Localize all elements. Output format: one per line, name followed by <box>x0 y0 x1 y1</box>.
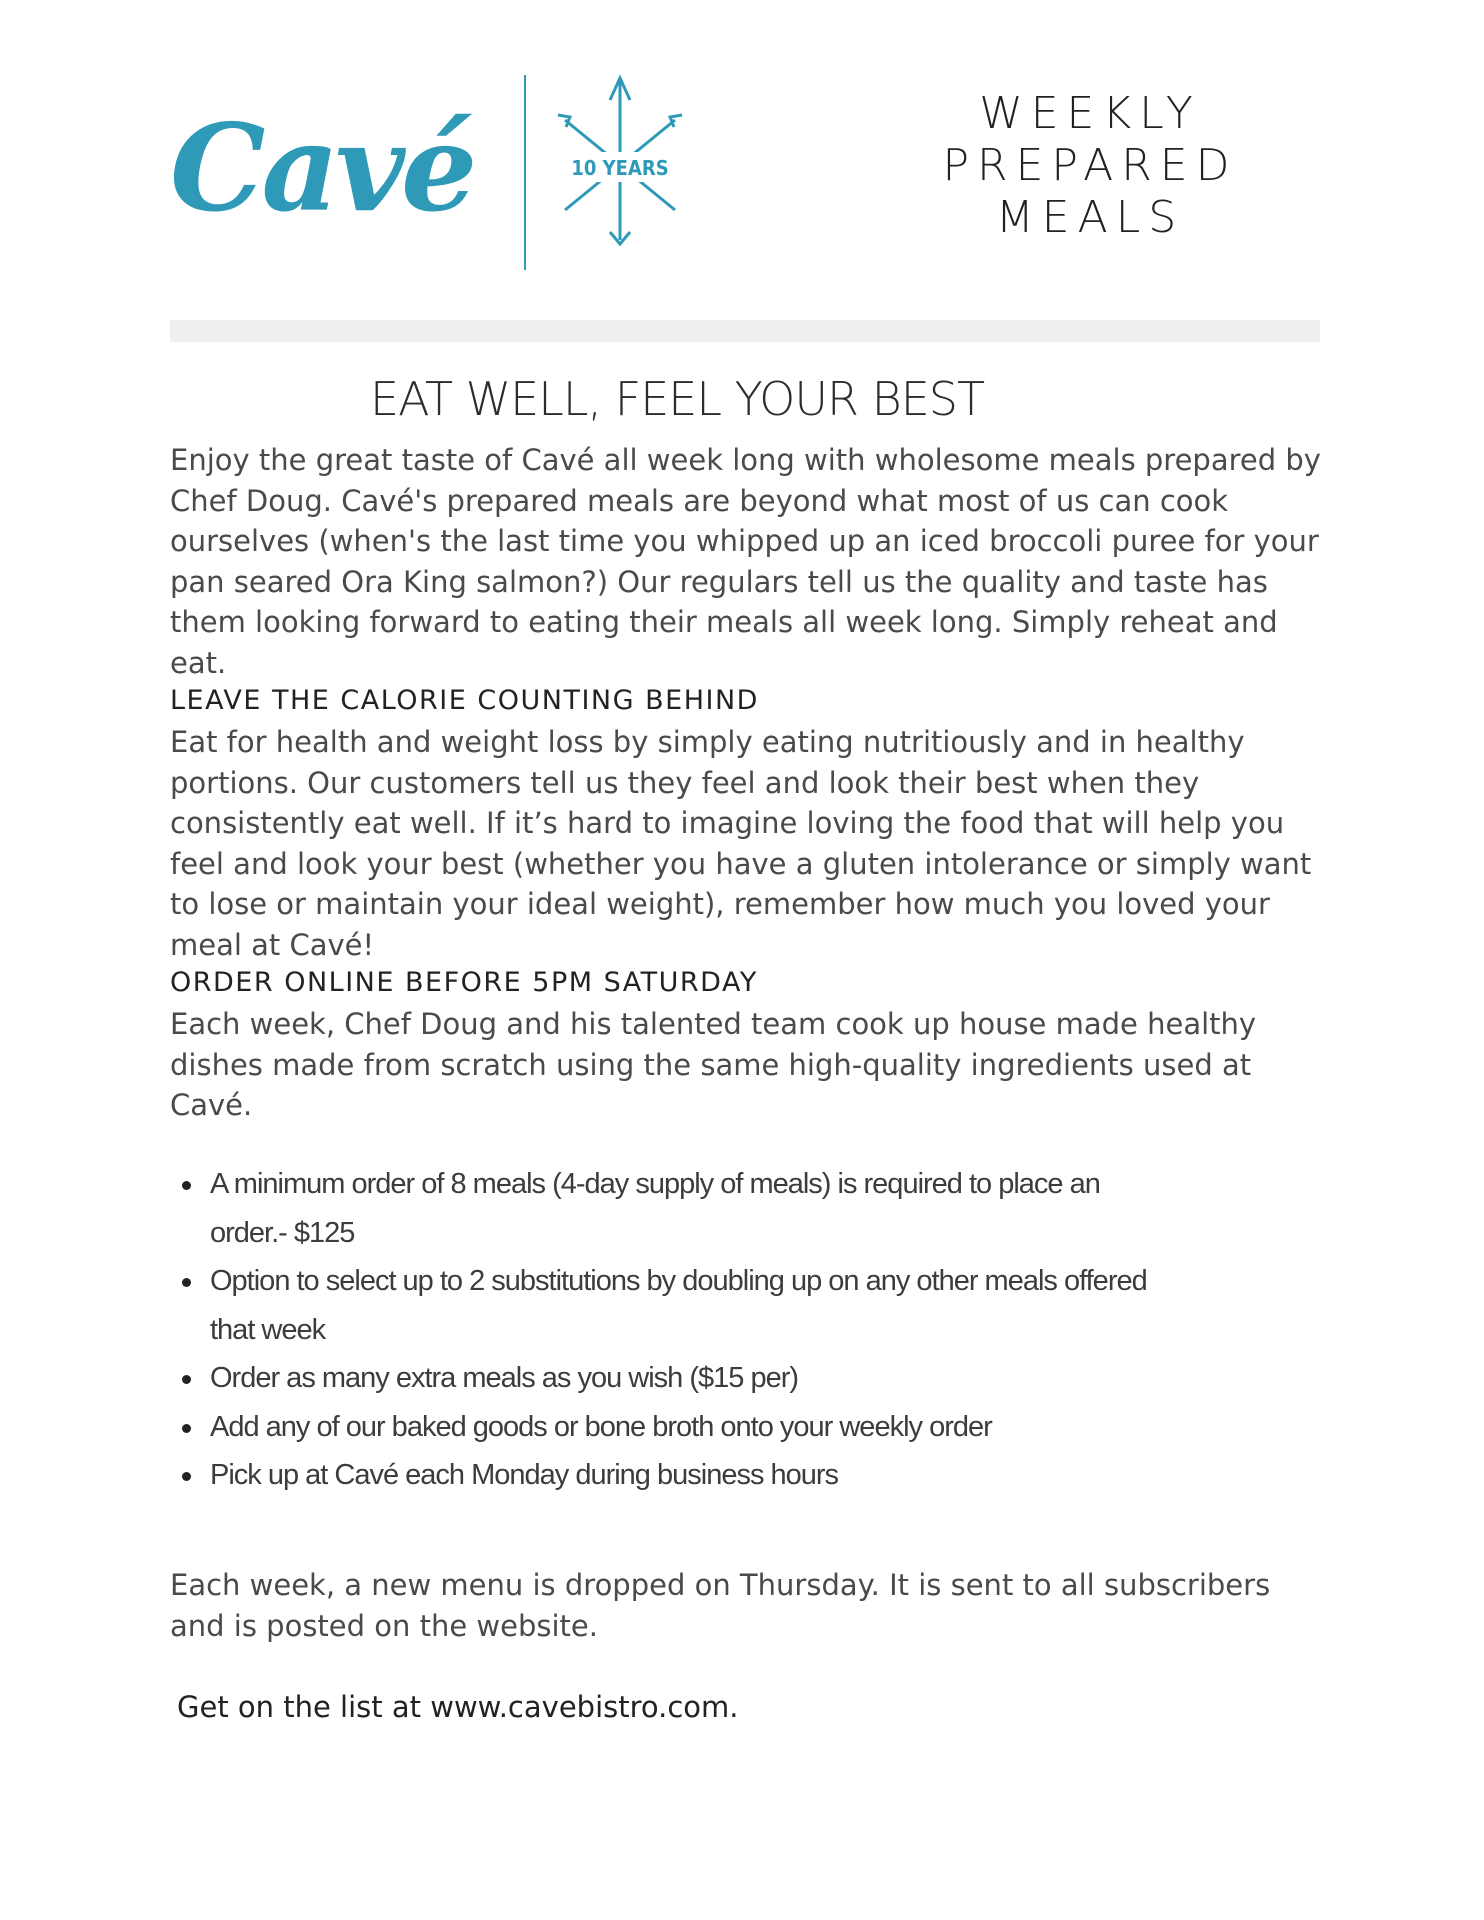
order-details-list <box>180 1160 1180 1500</box>
calorie-section-body: Eat for health and weight loss by simply eating nutritiously and in healthy portions. Our customers tell us they feel and look their best when they consistently eat well. If it’s hard to imagine loving the food that will help you feel and look your best (whether you have a gluten intolerance or simply want to lose or maintain your ideal weight), remember how much you loved your meal at Cavé! <box>170 725 1312 962</box>
menu-note: Each week, a new menu is dropped on Thursday. It is sent to all subscribers and is posted on the website. <box>170 1568 1271 1643</box>
list-item: Pick up at Cavé each Monday during business hours <box>180 1451 1180 1500</box>
website-link[interactable]: Get on the list at www.cavebistro.com <box>177 1690 730 1724</box>
anniversary-badge: 10 YEARS <box>571 156 669 180</box>
list-item: Option to select up to 2 substitutions by doubling up on any other meals offered that week <box>180 1257 1180 1354</box>
order-section-heading: ORDER ONLINE BEFORE 5PM SATURDAY <box>170 967 758 998</box>
calorie-section-heading: LEAVE THE CALORIE COUNTING BEHIND <box>170 685 759 716</box>
footer-punctuation: . <box>729 1690 739 1724</box>
title-line: PREPARED <box>942 140 1238 191</box>
cave-logo <box>170 60 710 280</box>
footer-line <box>177 1690 739 1724</box>
list-item: Order as many extra meals as you wish ($15 per) <box>180 1354 1180 1403</box>
header-divider <box>170 320 1320 342</box>
list-item: Add any of our baked goods or bone broth onto your weekly order <box>180 1403 1180 1452</box>
page-title <box>930 88 1250 244</box>
intro-paragraph: Enjoy the great taste of Cavé all week long with wholesome meals prepared by Chef Doug. Cavé's prepared meals are beyond what most of us can cook ourselves (when's the last time you whipped up an iced broccoli puree for your pan seared Ora King salmon?) Our regulars tell us the quality and taste has them looking forward to eating their meals all week long. Simply reheat and eat. <box>170 443 1321 680</box>
list-item: A minimum order of 8 meals (4-day supply of meals) is required to place an order.- $125 <box>180 1160 1180 1257</box>
main-heading: EAT WELL, FEEL YOUR BEST <box>370 372 985 426</box>
brand-wordmark: Cavé <box>170 98 474 239</box>
title-line: WEEKLY <box>979 88 1201 139</box>
title-line: MEALS <box>995 192 1185 243</box>
order-section-body: Each week, Chef Doug and his talented team cook up house made healthy dishes made from scratch using the same high-quality ingredients used at Cavé. <box>170 1007 1257 1122</box>
